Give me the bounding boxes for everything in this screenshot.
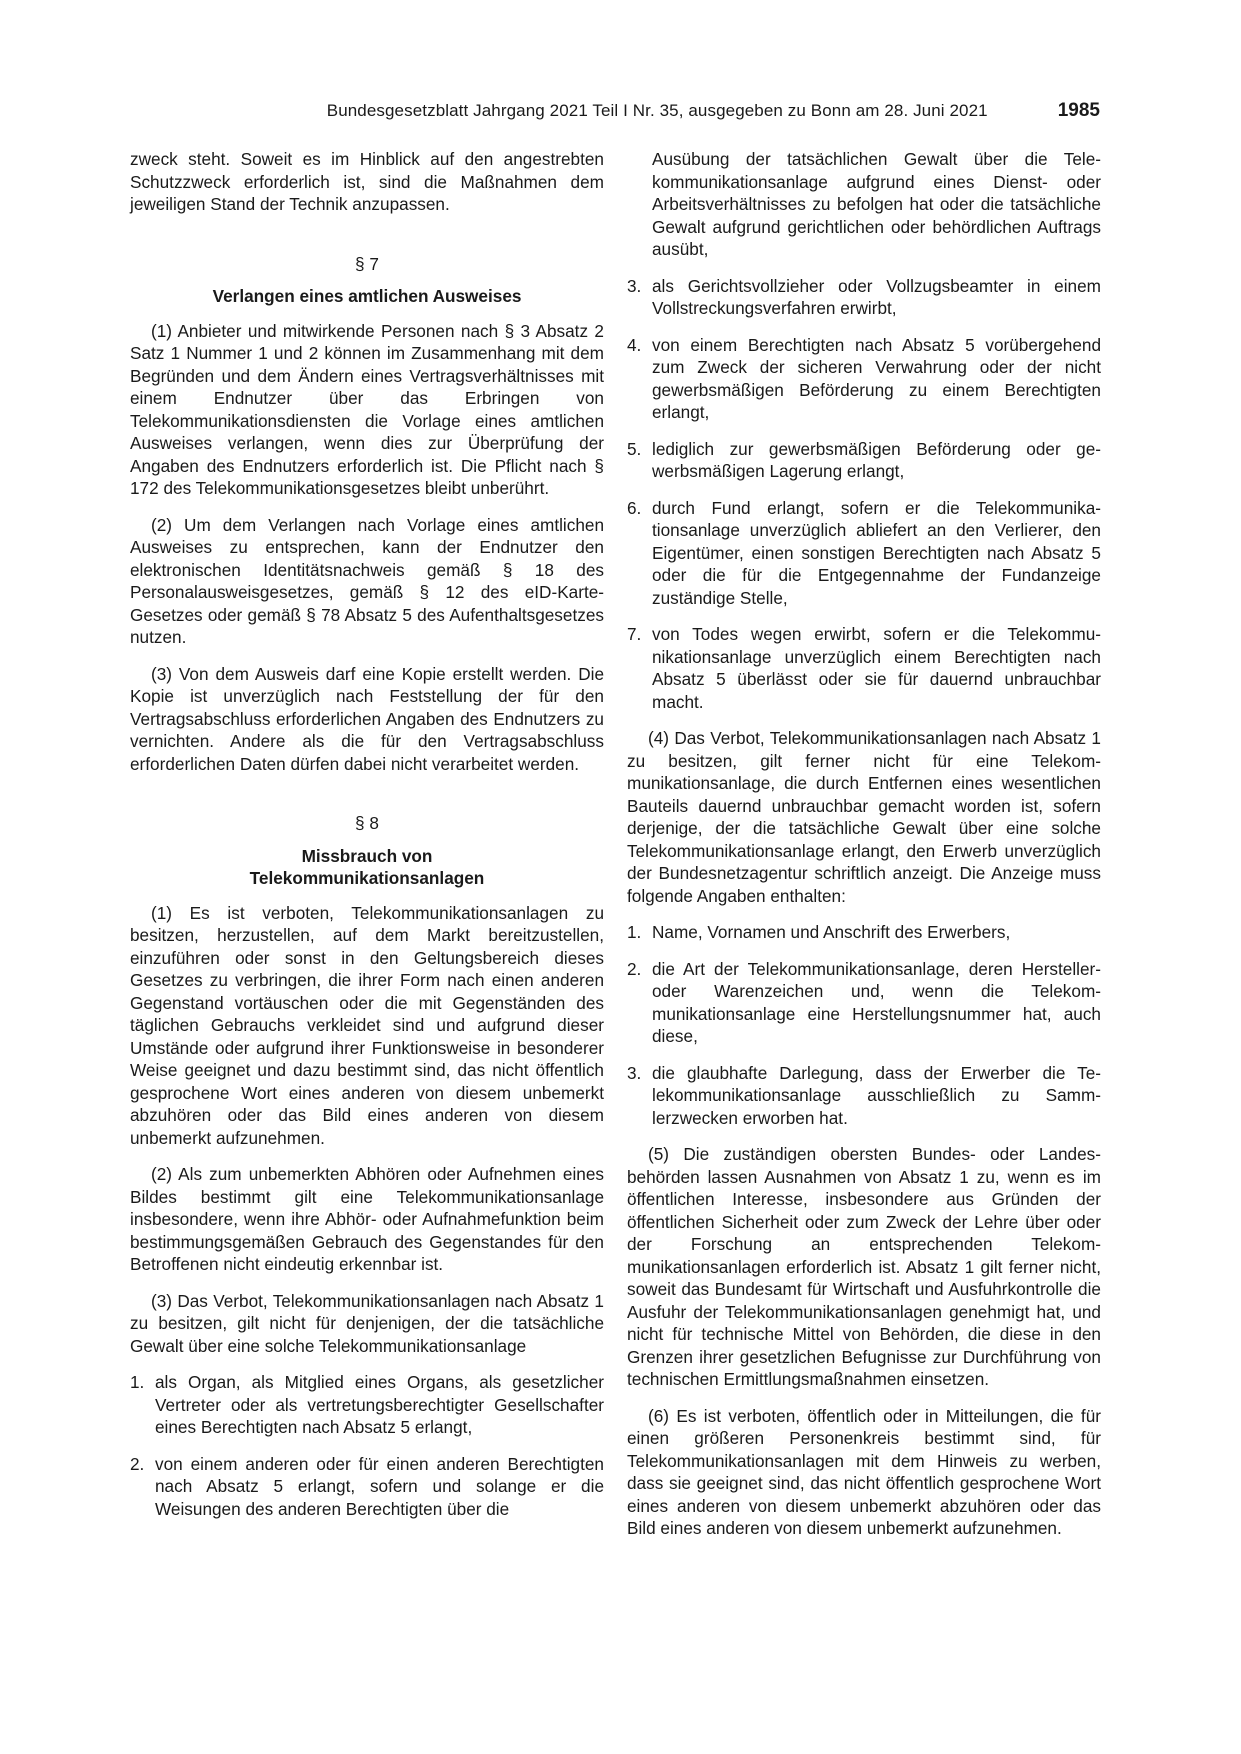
list-item-number: 7. [627,624,642,644]
list-item [627,275,1101,320]
s8-paragraph-2: (2) Als zum unbemerkten Abhören oder Aufnehmen eines Bildes bestimmt gilt eine Telekommunikationsanlage insbesondere, wenn ihre Abhör- oder Aufnahmefunktion beim bestimmungsgemäßen Gebrauch des Gegenstandes für den Betroffenen nicht eindeutig erkennbar ist. [130,1164,604,1274]
list-item-text: die glaubhafte Darlegung, dass der Erwerber die Telekommunikationsanlage ausschließlich zu Sammlerzwecken erworben hat. [652,1062,1101,1128]
list-item [130,1371,604,1439]
list-item [627,921,1101,944]
list-item-text: von einem Berechtigten nach Absatz 5 vorübergehend zum Zweck der sicheren Verwahrung oder der nicht gewerbsmäßigen Beförderung zu einem Berechtigten erlangt, [652,334,1101,422]
section-8-heading [130,845,604,890]
page-number: 1985 [1057,100,1100,121]
list-item-text: von einem anderen oder für einen anderen Berechtigten nach Absatz 5 erlangt, sofern und solange er die Weisungen des anderen Berechtigten über die [155,1453,604,1519]
list-item-text: als Organ, als Mitglied eines Organs, als gesetzlicher Vertreter oder als vertretungsberechtigter Gesellschafter eines Berechtigten nach Absatz 5 erlangt, [155,1372,604,1437]
s8-list-anzeige [627,921,1101,1129]
s7-paragraph-1: (1) Anbieter und mitwirkende Personen nach § 3 Absatz 2 Satz 1 Nummer 1 und 2 können im Zusammenhang mit dem Begründen und dem Ändern eines Vertragsverhältnisses mit einem Endnutzer über das Erbringen von Telekommunikationsdiensten die Vorlage eines amtlichen Ausweises verlangen, wenn dies zur Überprüfung der Angaben des Endnutzers erforderlich ist. Die Pflicht nach § 172 des Telekommunikationsgesetzes bleibt unberührt. [130,320,604,498]
right-column [627,148,1101,1540]
list-item-number: 2. [130,1453,145,1474]
list-item-number: 1. [627,922,642,942]
list-item [627,623,1101,713]
list-item-number: 1. [130,1372,145,1392]
s8-list-right [627,275,1101,714]
left-column [130,148,604,1520]
list-item-text: Name, Vornamen und Anschrift des Erwerbers, [652,922,1011,942]
list-item [627,334,1101,424]
s8-paragraph-6: (6) Es ist verboten, öffentlich oder in Mitteilungen, die für einen größeren Personenkreis bestimmt sind, für Telekommunikationsanlagen mit dem Hinweis zu werben, dass sie geeignet sind, das nicht öffentlich gesprochene Wort eines anderen von diesem unbemerkt abzuhören oder das Bild eines anderen von diesem unbemerkt aufzunehmen. [627,1405,1101,1538]
header-title: Bundesgesetzblatt Jahrgang 2021 Teil I Nr. 35, ausgegeben zu Bonn am 28. Juni 2021 [326,101,988,120]
list-item-text: von Todes wegen erwirbt, sofern er die Telekommunikationsanlage unverzüglich einem Berechtigten nach Absatz 5 überlässt oder sie für dauernd unbrauchbar macht. [652,624,1101,712]
section-8-heading-line2: Telekommunikationsanlagen [249,868,485,888]
s8-paragraph-4: (4) Das Verbot, Telekommunikationsanlagen nach Absatz 1 zu besitzen, gilt ferner nicht für eine Telekommunikationsanlage, die durch Entfernen eines wesentlichen Bauteils dauernd unbrauchbar gemacht worden ist, sofern derjenige, der die tatsächliche Gewalt über eine solche Telekommunikationsanlage erlangt, den Erwerb unverzüglich der Bundesnetzagentur schriftlich anzeigt. Die Anzeige muss folgende Angaben enthalten: [627,728,1101,906]
list-item-number: 6. [627,497,642,518]
s8-list-left [130,1371,604,1520]
list-item-number: 3. [627,275,642,296]
list-item-number: 3. [627,1062,642,1083]
s8-paragraph-5: (5) Die zuständigen obersten Bundes- oder Landesbehörden lassen Ausnahmen von Absatz 1 zu, wenn es im öffentlichen Interesse, insbesondere aus Gründen der öffentlichen Sicherheit oder zum Zweck der Lehre über oder der Forschung an entsprechenden Telekommunikationsanlagen erforderlich ist. Absatz 1 gilt ferner nicht, soweit das Bundesamt für Wirtschaft und Ausfuhrkontrolle die Ausfuhr der Telekommunikationsanlagen genehmigt hat, und nicht für technische Mittel von Behörden, die diese in den Grenzen ihrer gesetzlichen Befugnisse zur Durchführung von technischen Ermittlungsmaßnahmen einsetzen. [627,1144,1101,1389]
list-item [627,497,1101,610]
list-item [627,1062,1101,1130]
list-item-text: lediglich zur gewerbsmäßigen Beförderung oder gewerbsmäßigen Lagerung erlangt, [652,438,1101,481]
section-7-mark: § 7 [355,253,379,274]
list-item [627,438,1101,483]
list-item [130,1453,604,1521]
s7-paragraph-2: (2) Um dem Verlangen nach Vorlage eines amtlichen Ausweises zu entsprechen, kann der Endnutzer den elektronischen Identitätsnachweis gemäß § 18 des Personalausweisgesetzes, gemäß § 12 des eID-Karte-Gesetzes oder gemäß § 78 Absatz 5 des Aufenthaltsgesetzes nutzen. [130,514,604,647]
list-item [627,958,1101,1048]
s8-paragraph-3: (3) Das Verbot, Telekommunikationsanlagen nach Absatz 1 zu besitzen, gilt nicht für denjenigen, der die tatsächliche Gewalt über eine solche Telekommunikationsanlage [130,1290,604,1356]
section-7-heading: Verlangen eines amtlichen Ausweises [212,286,522,306]
list-item-text: die Art der Telekommunikationsanlage, deren Hersteller- oder Warenzeichen und, wenn die Telekommunikationsanlage eine Herstellungsnummer hat, auch diese, [652,958,1101,1046]
list-item-number: 4. [627,334,642,355]
section-8-mark: § 8 [355,813,379,833]
page-header [130,100,1100,128]
list-item-number: 2. [627,958,642,979]
s8-paragraph-1: (1) Es ist verboten, Telekommunikationsanlagen zu besitzen, herzustellen, auf dem Markt bereitzustellen, einzuführen oder sonst in den Geltungsbereich dieses Gesetzes zu verbringen, die ihrer Form nach einen anderen Gegenstand vortäuschen oder die mit Gegenständen des täglichen Gebrauchs verkleidet sind und aufgrund dieser Umstände oder aufgrund ihrer Funktionsweise in besonderer Weise geeignet und dazu bestimmt sind, das nicht öffentlich gesprochene Wort eines anderen von diesem unbemerkt abzuhören oder das Bild eines anderen von diesem unbemerkt aufzunehmen. [130,902,604,1148]
s7-paragraph-3: (3) Von dem Ausweis darf eine Kopie erstellt werden. Die Kopie ist unverzüglich nach Feststellung der für den Vertragsabschluss erforderlichen Angaben des Endnutzers zu vernichten. Andere als die für den Vertragsabschluss erforderlichen Daten dürfen dabei nicht verarbeitet werden. [130,663,604,774]
list-item-text: als Gerichtsvollzieher oder Vollzugsbeamter in einem Vollstreckungsverfahren erwirbt, [652,275,1101,318]
item-2-continuation: Ausübung der tatsächlichen Gewalt über die Telekommunikationsanlage aufgrund eines Dienst- oder Arbeitsverhältnisses zu befolgen hat oder die tatsächliche Gewalt aufgrund gerichtlichen oder behördlichen Auftrags ausübt, [652,149,1101,259]
section-8-heading-line1: Missbrauch von [301,845,433,866]
intro-paragraph: zweck steht. Soweit es im Hinblick auf den angestrebten Schutzzweck erforderlich ist, sind die Maßnahmen dem jeweiligen Stand der Technik anzupassen. [130,149,604,214]
list-item-number: 5. [627,438,642,459]
list-item-text: durch Fund erlangt, sofern er die Telekommunikationsanlage unverzüglich abliefert an den Verlierer, den Eigentümer, einen sonstigen Berechtigten nach Absatz 5 oder die für die Entgegennahme der Fundanzeige zuständige Stelle, [652,497,1101,608]
